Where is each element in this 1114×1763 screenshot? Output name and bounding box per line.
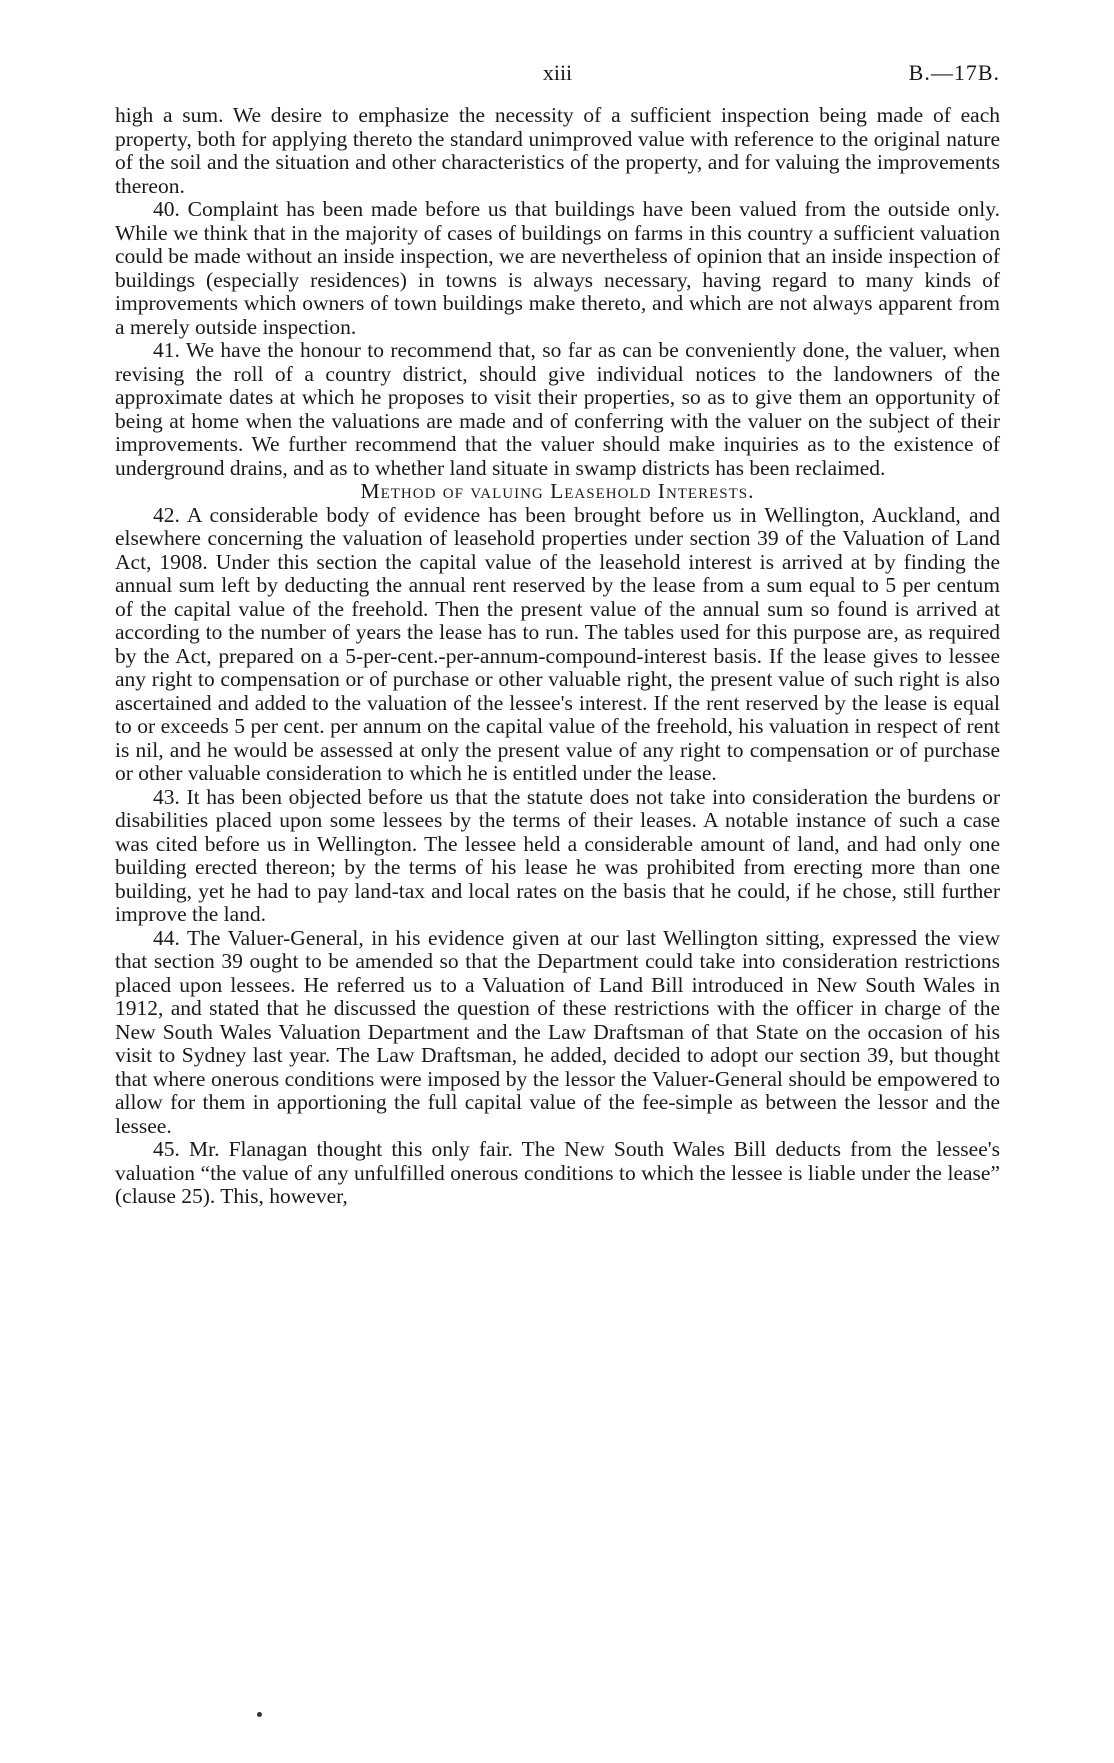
body-text bbox=[115, 104, 1000, 1209]
paragraph-41: 41. We have the honour to recommend that, so far as can be conveniently done, the valuer, when revising the roll of a country district, should give individual notices to the landowners of the approximate dates at which he proposes to visit their properties, so as to give them an opportunity of being at home when the valuations are made and of conferring with the valuer on the subject of their improvements. We further recommend that the valuer should make inquiries as to the existence of underground drains, and as to whether land situate in swamp districts has been reclaimed. bbox=[115, 338, 1000, 480]
paragraph-43: 43. It has been objected before us that the statute does not take into consideration the burdens or disabilities placed upon some lessees by the terms of their leases. A notable instance of such a case was cited before us in Wellington. The lessee held a considerable amount of land, and had only one building erected thereon; by the terms of his lease he was prohibited from erecting more than one building, yet he had to pay land-tax and local rates on the basis that he could, if he chose, still further improve the land. bbox=[115, 784, 1000, 926]
page-header bbox=[115, 60, 1000, 90]
paragraph-42: 42. A considerable body of evidence has been brought before us in Wellington, Auckland, and elsewhere concerning the valuation of leasehold properties under section 39 of the Valuation of Land Act, 1908. Under this section the capital value of the leasehold interest is arrived at by finding the annual sum left by deducting the annual rent reserved by the lease from a sum equal to 5 per centum of the capital value of the freehold. Then the present value of the annual sum so found is arrived at according to the number of years the lease has to run. The tables used for this purpose are, as required by the Act, prepared on a 5-per-cent.-per-annum-compound-interest basis. If the lease gives to lessee any right to compensation or of purchase or other valuable right, the present value of such right is also ascertained and added to the valuation of the lessee's interest. If the rent reserved by the lease is equal to or exceeds 5 per cent. per annum on the capital value of the freehold, his valuation in respect of rent is nil, and he would be assessed at only the present value of any right to compensation or of purchase or other valuable consideration to which he is entitled under the lease. bbox=[115, 502, 1000, 785]
paragraph-continuation: high a sum. We desire to emphasize the necessity of a sufficient inspection being made of each property, both for applying thereto the standard unimproved value with reference to the original nature of the soil and the situation and other characteristics of the property, and for valuing the improvements thereon. bbox=[115, 103, 1000, 198]
paragraph-40: 40. Complaint has been made before us that buildings have been valued from the outside only. While we think that in the majority of cases of buildings on farms in this country a sufficient valuation could be made without an inside inspection, we are nevertheless of opinion that an inside inspection of buildings (especially residences) in towns is always necessary, having regard to many kinds of improvements which owners of town buildings make thereto, and which are not always apparent from a merely outside inspection. bbox=[115, 197, 1000, 339]
paragraph-44: 44. The Valuer-General, in his evidence given at our last Wellington sitting, expressed the view that section 39 ought to be amended so that the Department could take into consideration restrictions placed upon lessees. He referred us to a Valuation of Land Bill introduced in New South Wales in 1912, and stated that he discussed the question of these restrictions with the officer in charge of the New South Wales Valuation Department and the Law Draftsman of that State on the occasion of his visit to Sydney last year. The Law Draftsman, he added, decided to adopt our section 39, but thought that where onerous conditions were imposed by the lessor the Valuer-General should be empowered to allow for them in apportioning the full capital value of the fee-simple as between the lessor and the lessee. bbox=[115, 925, 1000, 1138]
paragraph-45: 45. Mr. Flanagan thought this only fair. The New South Wales Bill deducts from the lessee's valuation “the value of any unfulfilled onerous conditions to which the lessee is liable under the lease” (clause 25). This, however, bbox=[115, 1137, 1000, 1208]
document-reference: B.—17B. bbox=[908, 60, 1000, 85]
section-heading: Method of valuing Leasehold Interests. bbox=[360, 479, 755, 503]
page-number: xiii bbox=[542, 60, 573, 85]
footer-dot bbox=[257, 1712, 262, 1717]
